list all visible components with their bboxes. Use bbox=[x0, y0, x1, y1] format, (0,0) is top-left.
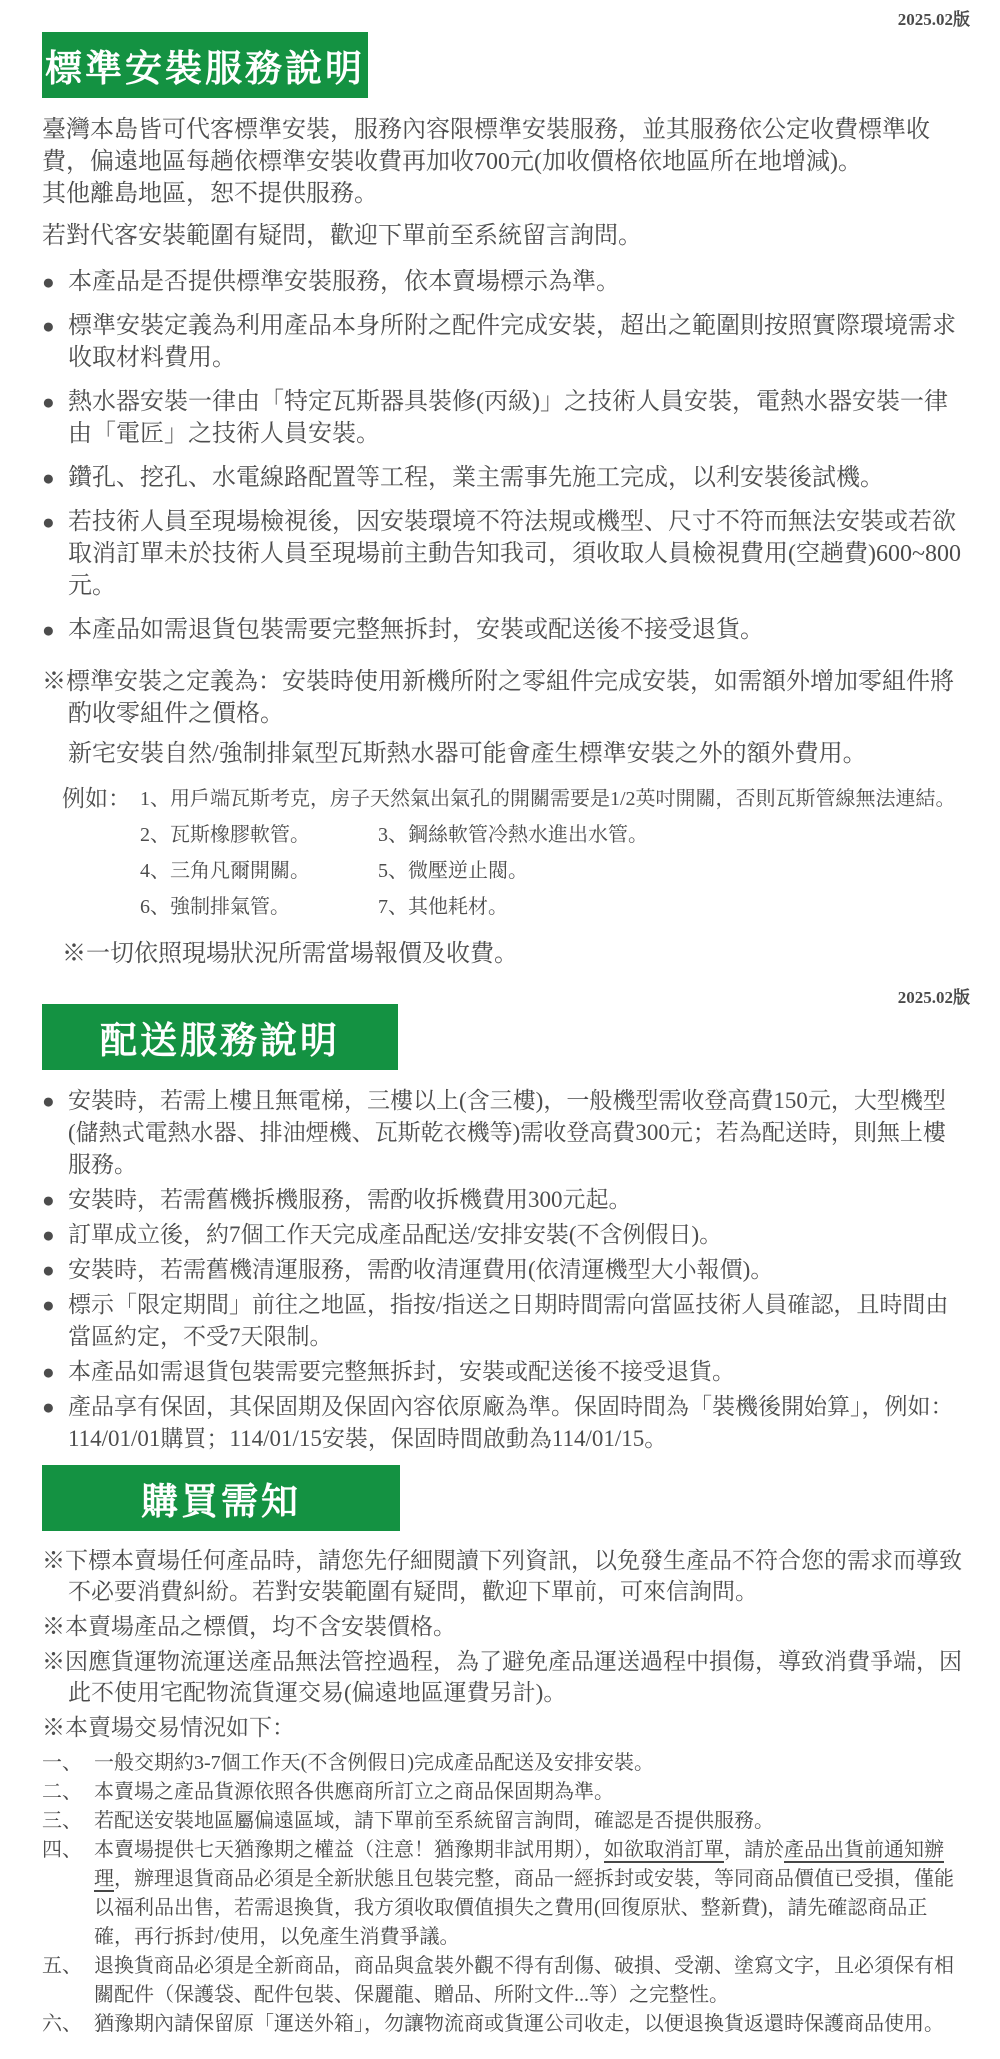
bullet-text: 鑽孔、挖孔、水電線路配置等工程，業主需事先施工完成，以利安裝後試機。 bbox=[68, 465, 884, 491]
version-label: 2025.02版 bbox=[897, 10, 970, 29]
term-text bbox=[94, 1836, 964, 1952]
delivery-bullets bbox=[42, 1085, 964, 1455]
intro-question: 若對代客安裝範圍有疑問，歡迎下單前至系統留言詢問。 bbox=[42, 223, 642, 249]
section-header-standard-install bbox=[42, 32, 368, 98]
bullet-text: 安裝時，若需上樓且無電梯，三樓以上(含三樓)，一般機型需收登高費150元，大型機型 (儲熱式電熱水器、排油煙機、瓦斯乾衣機等)需收登高費300元；若為配送時，則無上樓服務。 bbox=[68, 1088, 946, 1177]
example-item-1: 1、用戶端瓦斯考克，房子天然氣出氣孔的開關需要是1/2英吋開關，否則瓦斯管線無法連結。 bbox=[140, 788, 956, 810]
extra-fee-note: 新宅安裝自然/強制排氣型瓦斯熱水器可能會產生標準安裝之外的額外費用。 bbox=[68, 741, 867, 767]
purchase-note-4: ※本賣場交易情況如下： bbox=[42, 1715, 295, 1740]
bullet-text: 若技術人員至現場檢視後，因安裝環境不符法規或機型、尺寸不符而無法安裝或若欲取消訂單未於技術人員至現場前主動告知我司，須收取人員檢視費用(空趟費)600~800元。 bbox=[68, 509, 961, 599]
term-text: 猶豫期內請保留原「運送外箱」，勿讓物流商或貨運公司收走，以便退換貨返還時保護商品使用。 bbox=[94, 2013, 944, 2035]
term-text-part: ，請於 bbox=[724, 1839, 784, 1861]
install-bullet-4 bbox=[42, 462, 964, 494]
term-text-part: ，辦理退貨商品必須是全新狀態且包裝完整，商品一經拆封或安裝，等同商品價值已受損，僅能以福利品出售，若需退換貨，我方須收取價值損失之費用(回復原狀、整新費)，請先確認商品正確，再行拆封/使用，以免產生消費爭議。 bbox=[94, 1868, 954, 1948]
bullet-icon: ● bbox=[42, 466, 55, 490]
bullet-icon: ● bbox=[42, 1188, 55, 1212]
term-item-3 bbox=[42, 1807, 964, 1836]
bullet-text: 本產品如需退貨包裝需要完整無拆封，安裝或配送後不接受退貨。 bbox=[68, 1359, 735, 1384]
bullet-icon: ● bbox=[42, 1223, 55, 1247]
section-delivery bbox=[42, 988, 970, 1455]
term-number: 二、 bbox=[42, 1781, 82, 1803]
examples-list bbox=[140, 784, 964, 922]
section-title: 購買需知 bbox=[141, 1482, 301, 1523]
intro-line-2: 其他離島地區，恕不提供服務。 bbox=[42, 181, 378, 207]
bullet-text: 安裝時，若需舊機清運服務，需酌收清運費用(依清運機型大小報價)。 bbox=[68, 1257, 774, 1282]
term-text-underlined: 如欲取消訂單 bbox=[604, 1839, 724, 1861]
bullet-icon: ● bbox=[42, 1360, 55, 1384]
term-number: 五、 bbox=[42, 1955, 82, 1977]
onsite-quote-note: ※一切依照現場狀況所需當場報價及收費。 bbox=[62, 941, 518, 967]
bullet-text: 本產品如需退貨包裝需要完整無拆封，安裝或配送後不接受退貨。 bbox=[68, 617, 764, 643]
purchase-note-2: ※本賣場產品之標價，均不含安裝價格。 bbox=[42, 1614, 456, 1639]
bullet-icon: ● bbox=[42, 1089, 55, 1113]
examples-label: 例如： bbox=[62, 786, 131, 811]
install-bullet-1 bbox=[42, 266, 964, 298]
install-bullet-2 bbox=[42, 310, 964, 374]
standard-install-definition-note: ※標準安裝之定義為：安裝時使用新機所附之零組件完成安裝，如需額外增加零組件將酌收零組件之價格。 bbox=[42, 669, 954, 727]
delivery-bullet-1 bbox=[42, 1085, 964, 1181]
bullet-icon: ● bbox=[42, 270, 55, 294]
term-number: 四、 bbox=[42, 1839, 82, 1861]
term-item-4 bbox=[42, 1836, 964, 1952]
purchase-note-1: ※下標本賣場任何產品時，請您先仔細閱讀下列資訊，以免發生產品不符合您的需求而導致不必要消費糾紛。若對安裝範圍有疑問，歡迎下單前，可來信詢問。 bbox=[42, 1548, 962, 1604]
term-text: 本賣場之產品貨源依照各供應商所訂立之商品保固期為準。 bbox=[94, 1781, 614, 1803]
purchase-notes bbox=[42, 1545, 964, 1743]
bullet-icon: ● bbox=[42, 618, 55, 642]
term-item-2 bbox=[42, 1778, 964, 1807]
example-item-4: 4、三角凡爾開關。 bbox=[140, 860, 310, 882]
bullet-icon: ● bbox=[42, 1395, 55, 1419]
term-number: 三、 bbox=[42, 1810, 82, 1832]
example-item-5: 5、微壓逆止閥。 bbox=[378, 860, 528, 882]
term-text-underlined: 產品出貨前通知辦理 bbox=[94, 1839, 944, 1890]
install-bullet-5 bbox=[42, 506, 964, 602]
example-item-3: 3、鋼絲軟管冷熱水進出水管。 bbox=[378, 824, 648, 846]
examples-grid bbox=[140, 821, 964, 922]
delivery-bullet-5 bbox=[42, 1289, 964, 1353]
bullet-text: 訂單成立後，約7個工作天完成產品配送/安排安裝(不含例假日)。 bbox=[68, 1222, 723, 1247]
delivery-bullet-4 bbox=[42, 1254, 964, 1286]
section-standard-install bbox=[42, 10, 970, 970]
purchase-note-3: ※因應貨運物流運送產品無法管控過程，為了避免產品運送過程中損傷，導致消費爭端，因此不使用宅配物流貨運交易(偏遠地區運費另計)。 bbox=[42, 1649, 962, 1705]
intro-line-1: 臺灣本島皆可代客標準安裝，服務內容限標準安裝服務，並其服務依公定收費標準收費，偏遠地區每趟依標準安裝收費再加收700元(加收價格依地區所在地增減)。 bbox=[42, 117, 930, 175]
bullet-icon: ● bbox=[42, 1293, 55, 1317]
bullet-text: 本產品是否提供標準安裝服務，依本賣場標示為準。 bbox=[68, 269, 620, 295]
term-number: 六、 bbox=[42, 2013, 82, 2035]
bullet-icon: ● bbox=[42, 510, 55, 534]
bullet-icon: ● bbox=[42, 390, 55, 414]
example-item-6: 6、強制排氣管。 bbox=[140, 896, 290, 918]
delivery-bullet-3 bbox=[42, 1219, 964, 1251]
bullet-text: 熱水器安裝一律由「特定瓦斯器具裝修(丙級)」之技術人員安裝，電熱水器安裝一律由「電匠」之技術人員安裝。 bbox=[68, 389, 948, 447]
bullet-text: 產品享有保固，其保固期及保固內容依原廠為準。保固時間為「裝機後開始算」，例如：114/01/01購買；114/01/15安裝，保固時間啟動為114/01/15。 bbox=[68, 1394, 954, 1451]
term-text-part: 本賣場提供七天猶豫期之權益（注意！猶豫期非試用期）， bbox=[94, 1839, 604, 1861]
example-item-2: 2、瓦斯橡膠軟管。 bbox=[140, 824, 310, 846]
bullet-icon: ● bbox=[42, 314, 55, 338]
bullet-icon: ● bbox=[42, 1258, 55, 1282]
examples-block bbox=[62, 784, 964, 922]
delivery-bullet-6 bbox=[42, 1356, 964, 1388]
version-label: 2025.02版 bbox=[897, 988, 970, 1007]
term-item-1 bbox=[42, 1749, 964, 1778]
term-number: 一、 bbox=[42, 1752, 82, 1774]
delivery-bullet-7 bbox=[42, 1391, 964, 1455]
bullet-text: 標準安裝定義為利用產品本身所附之配件完成安裝，超出之範圍則按照實際環境需求收取材料費用。 bbox=[68, 313, 956, 371]
term-text: 若配送安裝地區屬偏遠區域，請下單前至系統留言詢問，確認是否提供服務。 bbox=[94, 1810, 774, 1832]
delivery-bullet-2 bbox=[42, 1184, 964, 1216]
bullet-text: 標示「限定期間」前往之地區，指按/指送之日期時間需向當區技術人員確認，且時間由當區約定，不受7天限制。 bbox=[68, 1292, 949, 1349]
section-header-purchase-notice bbox=[42, 1465, 400, 1531]
section-title: 配送服務說明 bbox=[100, 1021, 340, 1062]
term-item-5 bbox=[42, 1952, 964, 2010]
section-title: 標準安裝服務說明 bbox=[45, 49, 365, 90]
install-bullet-3 bbox=[42, 386, 964, 450]
term-text: 一般交期約3-7個工作天(不含例假日)完成產品配送及安排安裝。 bbox=[94, 1752, 654, 1774]
term-item-6 bbox=[42, 2010, 964, 2039]
transaction-terms-list bbox=[42, 1749, 964, 2039]
section-header-delivery bbox=[42, 1004, 398, 1070]
section-purchase-notice bbox=[42, 1465, 964, 2039]
install-bullet-6 bbox=[42, 614, 964, 646]
example-item-7: 7、其他耗材。 bbox=[378, 896, 508, 918]
bullet-text: 安裝時，若需舊機拆機服務，需酌收拆機費用300元起。 bbox=[68, 1187, 632, 1212]
term-text: 退換貨商品必須是全新商品，商品與盒裝外觀不得有刮傷、破損、受潮、塗寫文字，且必須保有相關配件（保護袋、配件包裝、保麗龍、贈品、所附文件...等）之完整性。 bbox=[94, 1955, 954, 2006]
